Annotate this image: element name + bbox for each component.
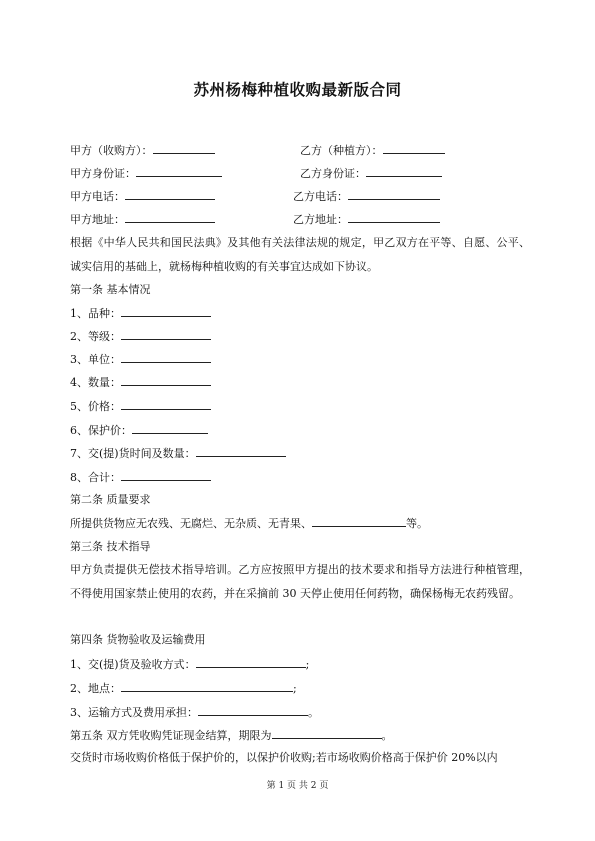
item-label: 3、单位： xyxy=(70,353,121,366)
unit-blank[interactable] xyxy=(121,352,211,363)
intro-paragraph: 根据《中华人民共和国民法典》及其他有关法律法规的规定，甲乙双方在平等、自愿、公平、诚实信用的基础上，就杨梅种植收购的有关事宜达成如下协议。 xyxy=(70,236,530,273)
article-5-heading-text: 第五条 双方凭收购凭证现金结算，期限为 xyxy=(70,729,272,742)
party-a-name-blank[interactable] xyxy=(153,143,215,154)
article-1-item-variety xyxy=(70,306,211,321)
article-1-item-quantity xyxy=(70,375,211,390)
quantity-blank[interactable] xyxy=(121,375,211,386)
item-label: 4、数量： xyxy=(70,376,121,389)
quality-blank[interactable] xyxy=(312,516,406,527)
variety-blank[interactable] xyxy=(121,306,211,317)
party-b-id-row xyxy=(300,166,442,181)
article-1-item-unit xyxy=(70,352,211,367)
party-a-id-row xyxy=(70,166,222,181)
party-a-name-row xyxy=(70,143,215,158)
item-label: 2、等级： xyxy=(70,330,121,343)
article-5-heading xyxy=(70,728,393,743)
article-4-heading: 第四条 货物验收及运输费用 xyxy=(70,633,206,646)
grade-blank[interactable] xyxy=(121,329,211,340)
semicolon: ; xyxy=(305,658,310,671)
party-a-address-blank[interactable] xyxy=(125,212,215,223)
party-b-phone-row xyxy=(293,189,440,204)
settlement-period-blank[interactable] xyxy=(272,728,382,739)
semicolon: ; xyxy=(293,682,297,695)
item-label: 7、交(提)货时间及数量： xyxy=(70,447,196,460)
item-label: 1、品种： xyxy=(70,307,121,320)
transport-blank[interactable] xyxy=(198,705,308,716)
article-1-item-grade xyxy=(70,329,211,344)
article-1-item-price xyxy=(70,399,211,414)
price-blank[interactable] xyxy=(121,399,211,410)
item-label: 2、地点： xyxy=(70,682,121,695)
party-b-name-row xyxy=(300,143,445,158)
party-a-address-row xyxy=(70,212,215,227)
delivery-method-blank[interactable] xyxy=(196,657,306,668)
delivery-blank[interactable] xyxy=(196,446,286,457)
item-label: 5、价格： xyxy=(70,400,121,413)
article-4-item-location xyxy=(70,681,297,696)
quality-text: 所提供货物应无农残、无腐烂、无杂质、无青果、 xyxy=(70,517,312,530)
party-a-phone-blank[interactable] xyxy=(125,189,215,200)
article-4-item-method xyxy=(70,657,309,672)
party-a-id-blank[interactable] xyxy=(136,166,222,177)
period: 。 xyxy=(381,729,393,742)
article-4-item-transport xyxy=(70,705,319,720)
article-3-text: 甲方负责提供无偿技术指导培训。乙方应按照甲方提出的技术要求和指导方法进行种植管理，不得使用国家禁止使用的农药，并在采摘前 30 天停止使用任何药物，确保杨梅无农药残留。 xyxy=(70,563,530,600)
article-1-heading: 第一条 基本情况 xyxy=(70,283,151,296)
item-label: 1、交(提)货及验收方式： xyxy=(70,658,196,671)
item-label: 3、运输方式及费用承担： xyxy=(70,706,198,719)
article-1-item-total xyxy=(70,470,211,485)
party-b-name-blank[interactable] xyxy=(383,143,445,154)
document-title: 苏州杨梅种植收购最新版合同 xyxy=(193,81,402,99)
protection-price-blank[interactable] xyxy=(132,423,208,434)
article-2-text xyxy=(70,516,428,531)
period: 。 xyxy=(308,706,319,719)
party-b-id-label: 乙方身份证： xyxy=(300,167,366,180)
party-b-address-label: 乙方地址： xyxy=(293,213,348,226)
party-b-address-row xyxy=(293,212,440,227)
party-a-address-label: 甲方地址： xyxy=(70,213,125,226)
party-b-phone-blank[interactable] xyxy=(348,189,440,200)
article-1-item-protection-price xyxy=(70,423,208,438)
item-label: 8、合计： xyxy=(70,471,121,484)
party-b-name-label: 乙方（种植方）： xyxy=(300,144,383,157)
quality-text-end: 等。 xyxy=(406,517,428,530)
party-a-phone-row xyxy=(70,189,215,204)
party-a-id-label: 甲方身份证： xyxy=(70,167,136,180)
article-5-text: 交货时市场收购价格低于保护价的，以保护价收购;若市场收购价格高于保护价 20%以内 xyxy=(70,751,498,764)
article-2-heading: 第二条 质量要求 xyxy=(70,493,151,506)
article-3-heading: 第三条 技术指导 xyxy=(70,540,151,553)
location-blank[interactable] xyxy=(121,681,293,692)
article-1-item-delivery xyxy=(70,446,286,461)
party-b-id-blank[interactable] xyxy=(366,166,442,177)
party-a-name-label: 甲方（收购方）： xyxy=(70,144,153,157)
party-b-address-blank[interactable] xyxy=(348,212,440,223)
item-label: 6、保护价： xyxy=(70,424,132,437)
party-b-phone-label: 乙方电话： xyxy=(293,190,348,203)
total-blank[interactable] xyxy=(121,470,211,481)
party-a-phone-label: 甲方电话： xyxy=(70,190,125,203)
page-number: 第 1 页 共 2 页 xyxy=(266,781,329,791)
